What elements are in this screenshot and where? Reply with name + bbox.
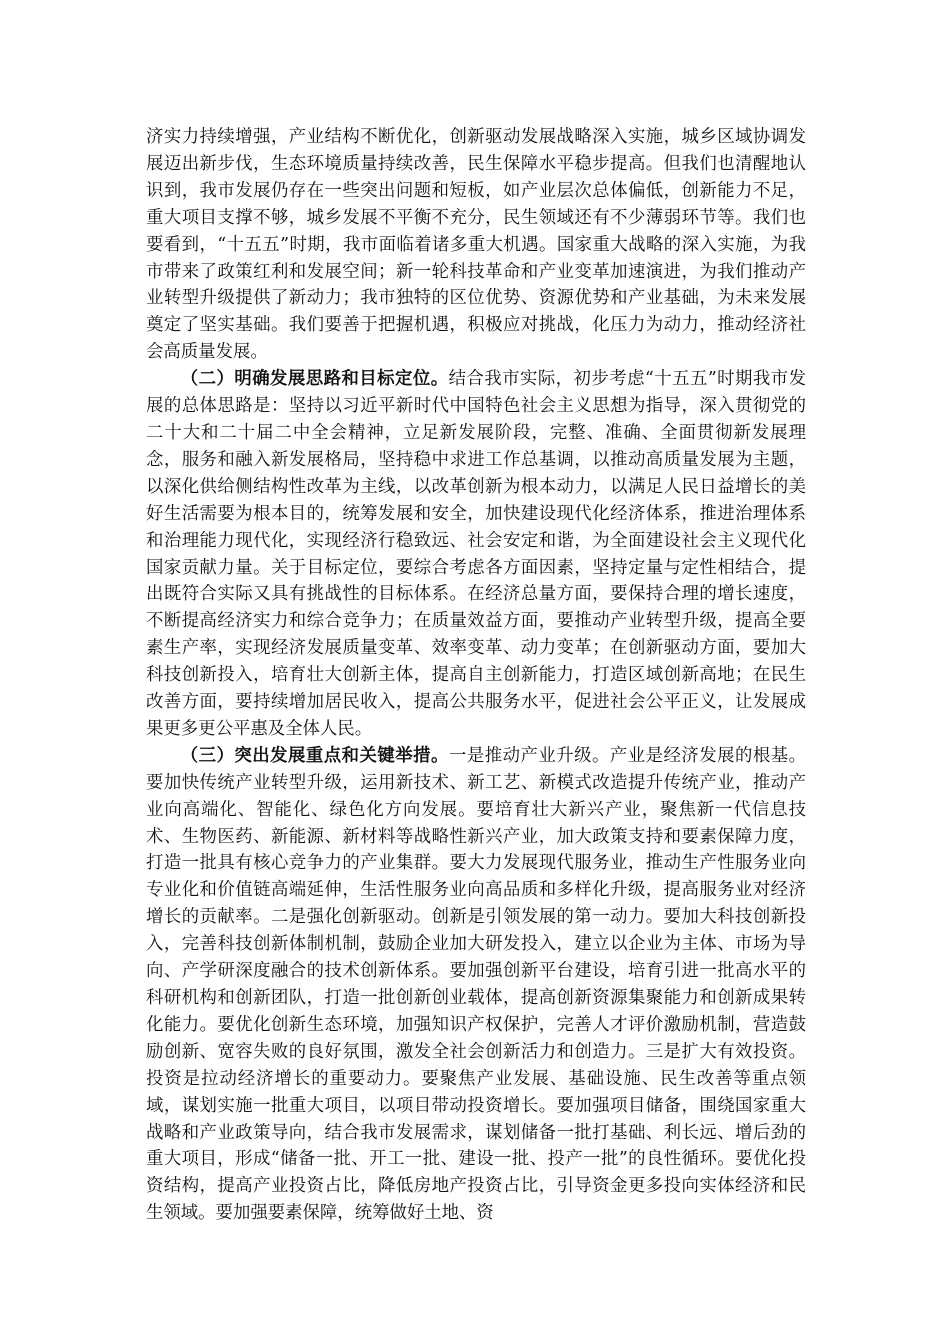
paragraph-2 [146, 366, 806, 743]
paragraph-1 [146, 124, 806, 366]
section-2-heading: （二）明确发展思路和目标定位。 [180, 369, 449, 390]
document-page [146, 124, 806, 1227]
paragraph-1-text: 济实力持续增强，产业结构不断优化，创新驱动发展战略深入实施，城乡区域协调发展迈出新步伐，生态环境质量持续改善，民生保障水平稳步提高。但我们也清醒地认识到，我市发展仍存在一些突出问题和短板，如产业层次总体偏低，创新能力不足，重大项目支撑不够，城乡发展不平衡不充分，民生领域还有不少薄弱环节等。我们也要看到，“十五五”时期，我市面临着诸多重大机遇。国家重大战略的深入实施，为我市带来了政策红利和发展空间；新一轮科技革命和产业变革加速演进，为我们推动产业转型升级提供了新动力；我市独特的区位优势、资源优势和产业基础，为未来发展奠定了坚实基础。我们要善于把握机遇，积极应对挑战，化压力为动力，推动经济社会高质量发展。 [146, 127, 806, 363]
paragraph-3 [146, 743, 806, 1227]
paragraph-2-text: 结合我市实际，初步考虑“十五五”时期我市发展的总体思路是：坚持以习近平新时代中国特色社会主义思想为指导，深入贯彻党的二十大和二十届二中全会精神，立足新发展阶段，完整、准确、全面贯彻新发展理念，服务和融入新发展格局，坚持稳中求进工作总基调，以推动高质量发展为主题，以深化供给侧结构性改革为主线，以改革创新为根本动力，以满足人民日益增长的美好生活需要为根本目的，统筹发展和安全，加快建设现代化经济体系，推进治理体系和治理能力现代化，实现经济行稳致远、社会安定和谐，为全面建设社会主义现代化国家贡献力量。关于目标定位，要综合考虑各方面因素，坚持定量与定性相结合，提出既符合实际又具有挑战性的目标体系。在经济总量方面，要保持合理的增长速度，不断提高经济实力和综合竞争力；在质量效益方面，要推动产业转型升级，提高全要素生产率，实现经济发展质量变革、效率变革、动力变革；在创新驱动方面，要加大科技创新投入，培育壮大创新主体，提高自主创新能力，打造区域创新高地；在民生改善方面，要持续增加居民收入，提高公共服务水平，促进社会公平正义，让发展成果更多更公平惠及全体人民。 [146, 369, 806, 739]
section-3-heading: （三）突出发展重点和关键举措。 [180, 745, 449, 766]
paragraph-3-text: 一是推动产业升级。产业是经济发展的根基。要加快传统产业转型升级，运用新技术、新工艺、新模式改造提升传统产业，推动产业向高端化、智能化、绿色化方向发展。要培育壮大新兴产业，聚焦新一代信息技术、生物医药、新能源、新材料等战略性新兴产业，加大政策支持和要素保障力度，打造一批具有核心竞争力的产业集群。要大力发展现代服务业，推动生产性服务业向专业化和价值链高端延伸，生活性服务业向高品质和多样化升级，提高服务业对经济增长的贡献率。二是强化创新驱动。创新是引领发展的第一动力。要加大科技创新投入，完善科技创新体制机制，鼓励企业加大研发投入，建立以企业为主体、市场为导向、产学研深度融合的技术创新体系。要加强创新平台建设，培育引进一批高水平的科研机构和创新团队，打造一批创新创业载体，提高创新资源集聚能力和创新成果转化能力。要优化创新生态环境，加强知识产权保护，完善人才评价激励机制，营造鼓励创新、宽容失败的良好氛围，激发全社会创新活力和创造力。三是扩大有效投资。投资是拉动经济增长的重要动力。要聚焦产业发展、基础设施、民生改善等重点领域，谋划实施一批重大项目，以项目带动投资增长。要加强项目储备，围绕国家重大战略和产业政策导向，结合我市发展需求，谋划储备一批打基础、利长远、增后劲的重大项目，形成“储备一批、开工一批、建设一批、投产一批”的良性循环。要优化投资结构，提高产业投资占比，降低房地产投资占比，引导资金更多投向实体经济和民生领域。要加强要素保障，统筹做好土地、资 [146, 745, 806, 1224]
